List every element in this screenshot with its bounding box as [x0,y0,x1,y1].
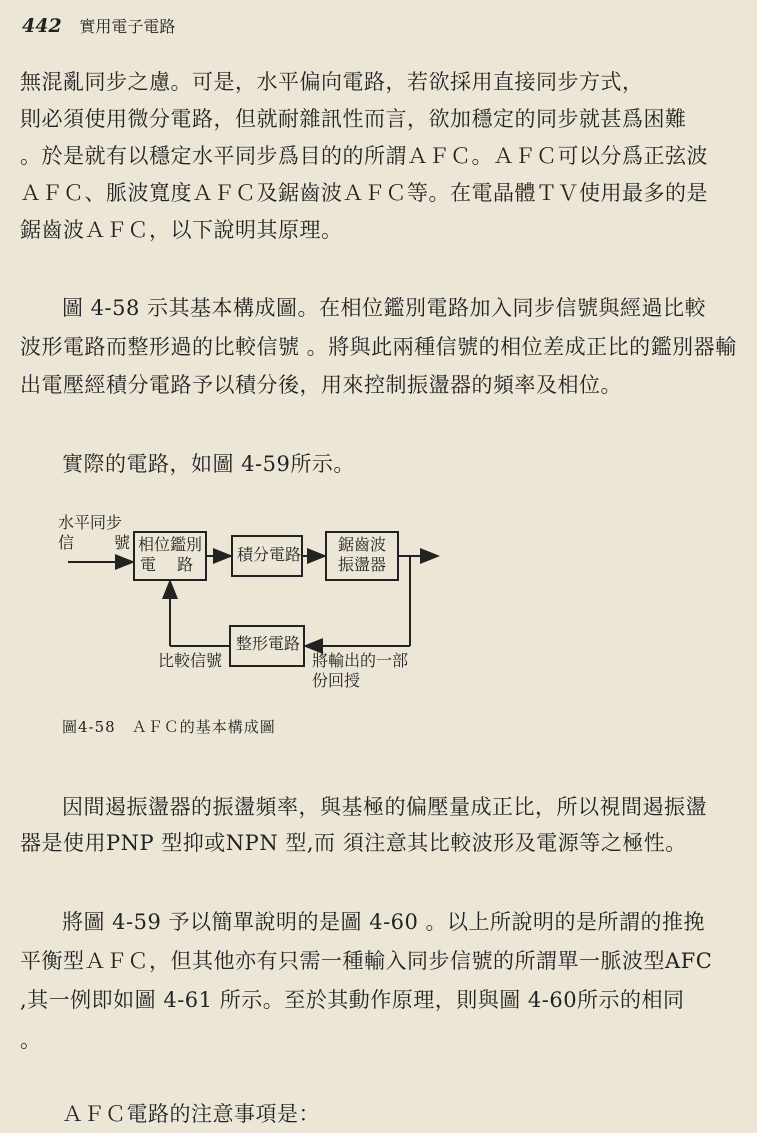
book-title: 實用電子電路 [79,17,176,36]
input-label: 水平同步 [58,513,123,532]
page-number: 442 [22,15,62,37]
paragraph-line: 實際的電路，如圖 4-59所示。 [62,452,355,476]
input-label: 信 [58,533,75,552]
sawtooth-oscillator-label: 鋸齒波 [338,535,387,554]
sawtooth-oscillator-label: 振盪器 [338,555,387,574]
page-header [22,14,175,37]
paragraph-line: 無混亂同步之慮。可是，水平偏向電路，若欲採用直接同步方式， [20,70,644,94]
phase-detector-label: 相位鑑別 [138,535,203,554]
phase-detector-label: 電 路 [140,555,194,574]
paragraph-line: 波形電路而整形過的比較信號 。將與此兩種信號的相位差成正比的鑑別器輸 [20,335,737,359]
paragraph-line: 出電壓經積分電路予以積分後，用來控制振盪器的頻率及相位。 [20,373,622,397]
feedback-label: 份回授 [312,671,361,690]
input-label: 號 [114,533,131,552]
paragraph-line: ＡＦＣ、脈波寬度ＡＦＣ及鋸齒波ＡＦＣ等。在電晶體ＴＶ使用最多的是 [20,181,708,205]
paragraph-line: 器是使用PNP 型抑或NPN 型,而 須注意其比較波形及電源等之極性。 [20,831,687,855]
paragraph-line: 鋸齒波ＡＦＣ，以下說明其原理。 [20,218,343,242]
paragraph-line: 將圖 4-59 予以簡單說明的是圖 4-60 。以上所說明的是所謂的推挽 [62,910,706,934]
paragraph-line: 。 [20,1028,42,1052]
afc-block-diagram [0,500,757,720]
figure-caption: 圖4-58 ＡＦＣ的基本構成圖 [62,718,276,736]
paragraph-line: ,其一例即如圖 4-61 所示。至於其動作原理，則與圖 4-60所示的相同 [20,988,685,1012]
paragraph-line: 平衡型ＡＦＣ，但其他亦有只需一種輸入同步信號的所謂單一脈波型AFC [20,949,713,973]
paragraph-line: 圖 4-58 示其基本構成圖。在相位鑑別電路加入同步信號與經過比較 [62,296,707,320]
integrator-label: 積分電路 [237,545,302,564]
paragraph-line: 因間遏振盪器的振盪頻率，與基極的偏壓量成正比，所以視間遏振盪 [62,795,707,819]
paragraph-line: 則必須使用微分電路，但就耐雜訊性而言，欲加穩定的同步就甚爲困難 [20,107,687,131]
paragraph-line: ＡＦＣ電路的注意事項是： [62,1102,320,1126]
feedback-label: 將輸出的一部 [312,651,409,670]
paragraph-line: 。於是就有以穩定水平同步爲目的的所謂ＡＦＣ。ＡＦＣ可以分爲正弦波 [20,144,708,168]
compare-signal-label: 比較信號 [158,651,223,670]
shaper-label: 整形電路 [236,634,301,653]
